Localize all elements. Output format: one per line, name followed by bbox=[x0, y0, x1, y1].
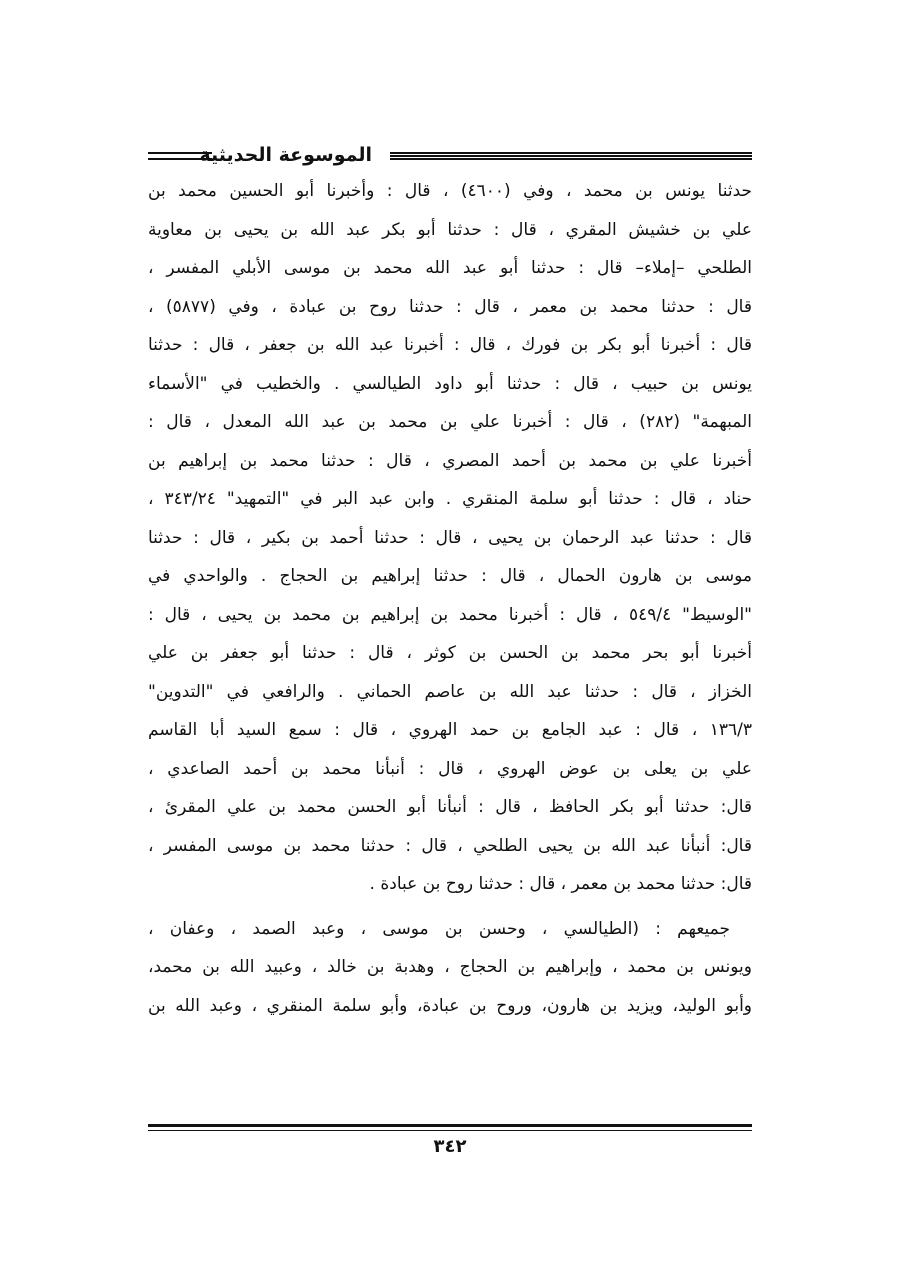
text-line: "الوسيط" ٥٤٩/٤ ، قال : أخبرنا محمد بن إبراهيم بن محمد بن يحيى ، قال : bbox=[148, 604, 752, 625]
text-line: المبهمة" (٢٨٢) ، قال : أخبرنا علي بن محمد بن عبد الله المعدل ، قال : bbox=[148, 412, 752, 432]
page-header bbox=[148, 140, 752, 170]
body-text bbox=[148, 172, 752, 1025]
text-line: قال : حدثنا محمد بن معمر ، قال : حدثنا روح بن عبادة ، وفي (٥٨٧٧) ، bbox=[148, 296, 752, 317]
paragraph-2 bbox=[148, 910, 752, 1026]
text-line: قال: حدثنا محمد بن معمر ، قال : حدثنا روح بن عبادة . bbox=[369, 874, 752, 894]
text-line: قال: حدثنا أبو بكر الحافظ ، قال : أنبأنا أبو الحسن محمد بن علي المقرئ ، bbox=[148, 797, 752, 817]
text-line: أخبرنا علي بن محمد بن أحمد المصري ، قال : حدثنا محمد بن إبراهيم بن bbox=[148, 450, 752, 471]
text-line: علي بن يعلى بن عوض الهروي ، قال : أنبأنا محمد بن أحمد الصاعدي ، bbox=[148, 758, 752, 779]
page-number: ٣٤٢ bbox=[433, 1136, 467, 1157]
text-line: الخزاز ، قال : حدثنا عبد الله بن عاصم الحماني . والرافعي في "التدوين" bbox=[148, 681, 752, 702]
text-line: ١٣٦/٣ ، قال : عبد الجامع بن حمد الهروي ، قال : سمع السيد أبا القاسم bbox=[148, 720, 752, 740]
text-line: جميعهم : (الطيالسي ، وحسن بن موسى ، وعبد الصمد ، وعفان ، bbox=[148, 918, 730, 939]
text-line: موسى بن هارون الحمال ، قال : حدثنا إبراهيم بن الحجاج . والواحدي في bbox=[148, 566, 752, 586]
text-line: ويونس بن محمد ، وإبراهيم بن الحجاج ، وهدبة بن خالد ، وعبيد الله بن محمد، bbox=[148, 957, 752, 977]
text-line: يونس بن حبيب ، قال : حدثنا أبو داود الطيالسي . والخطيب في "الأسماء bbox=[148, 373, 752, 394]
header-rule-right bbox=[390, 152, 752, 160]
header-title: الموسوعة الحديثية bbox=[199, 144, 372, 166]
text-line: حدثنا يونس بن محمد ، وفي (٤٦٠٠) ، قال : وأخبرنا أبو الحسين محمد بن bbox=[148, 181, 752, 201]
text-line: قال: أنبأنا عبد الله بن يحيى الطلحي ، قال : حدثنا محمد بن موسى المفسر ، bbox=[148, 835, 752, 856]
text-line: قال : حدثنا عبد الرحمان بن يحيى ، قال : حدثنا أحمد بن بكير ، قال : حدثنا bbox=[148, 527, 752, 548]
text-line: وأبو الوليد، ويزيد بن هارون، وروح بن عبادة، وأبو سلمة المنقري ، وعبد الله بن bbox=[148, 995, 752, 1016]
paragraph-1 bbox=[148, 172, 752, 904]
text-line: قال : أخبرنا أبو بكر بن فورك ، قال : أخبرنا عبد الله بن جعفر ، قال : حدثنا bbox=[148, 335, 752, 355]
header-rule-left bbox=[148, 152, 212, 160]
text-line: حناد ، قال : حدثنا أبو سلمة المنقري . وابن عبد البر في "التمهيد" ٣٤٣/٢٤ ، bbox=[148, 489, 752, 509]
text-line: أخبرنا أبو بحر محمد بن الحسن بن كوثر ، قال : حدثنا أبو جعفر بن علي bbox=[148, 643, 752, 663]
text-line: علي بن خشيش المقري ، قال : حدثنا أبو بكر عبد الله بن يحيى بن معاوية bbox=[148, 219, 752, 240]
text-line: الطلحي –إملاء– قال : حدثنا أبو عبد الله محمد بن موسى الأبلي المفسر ، bbox=[148, 258, 752, 278]
footer-rule bbox=[148, 1124, 752, 1131]
